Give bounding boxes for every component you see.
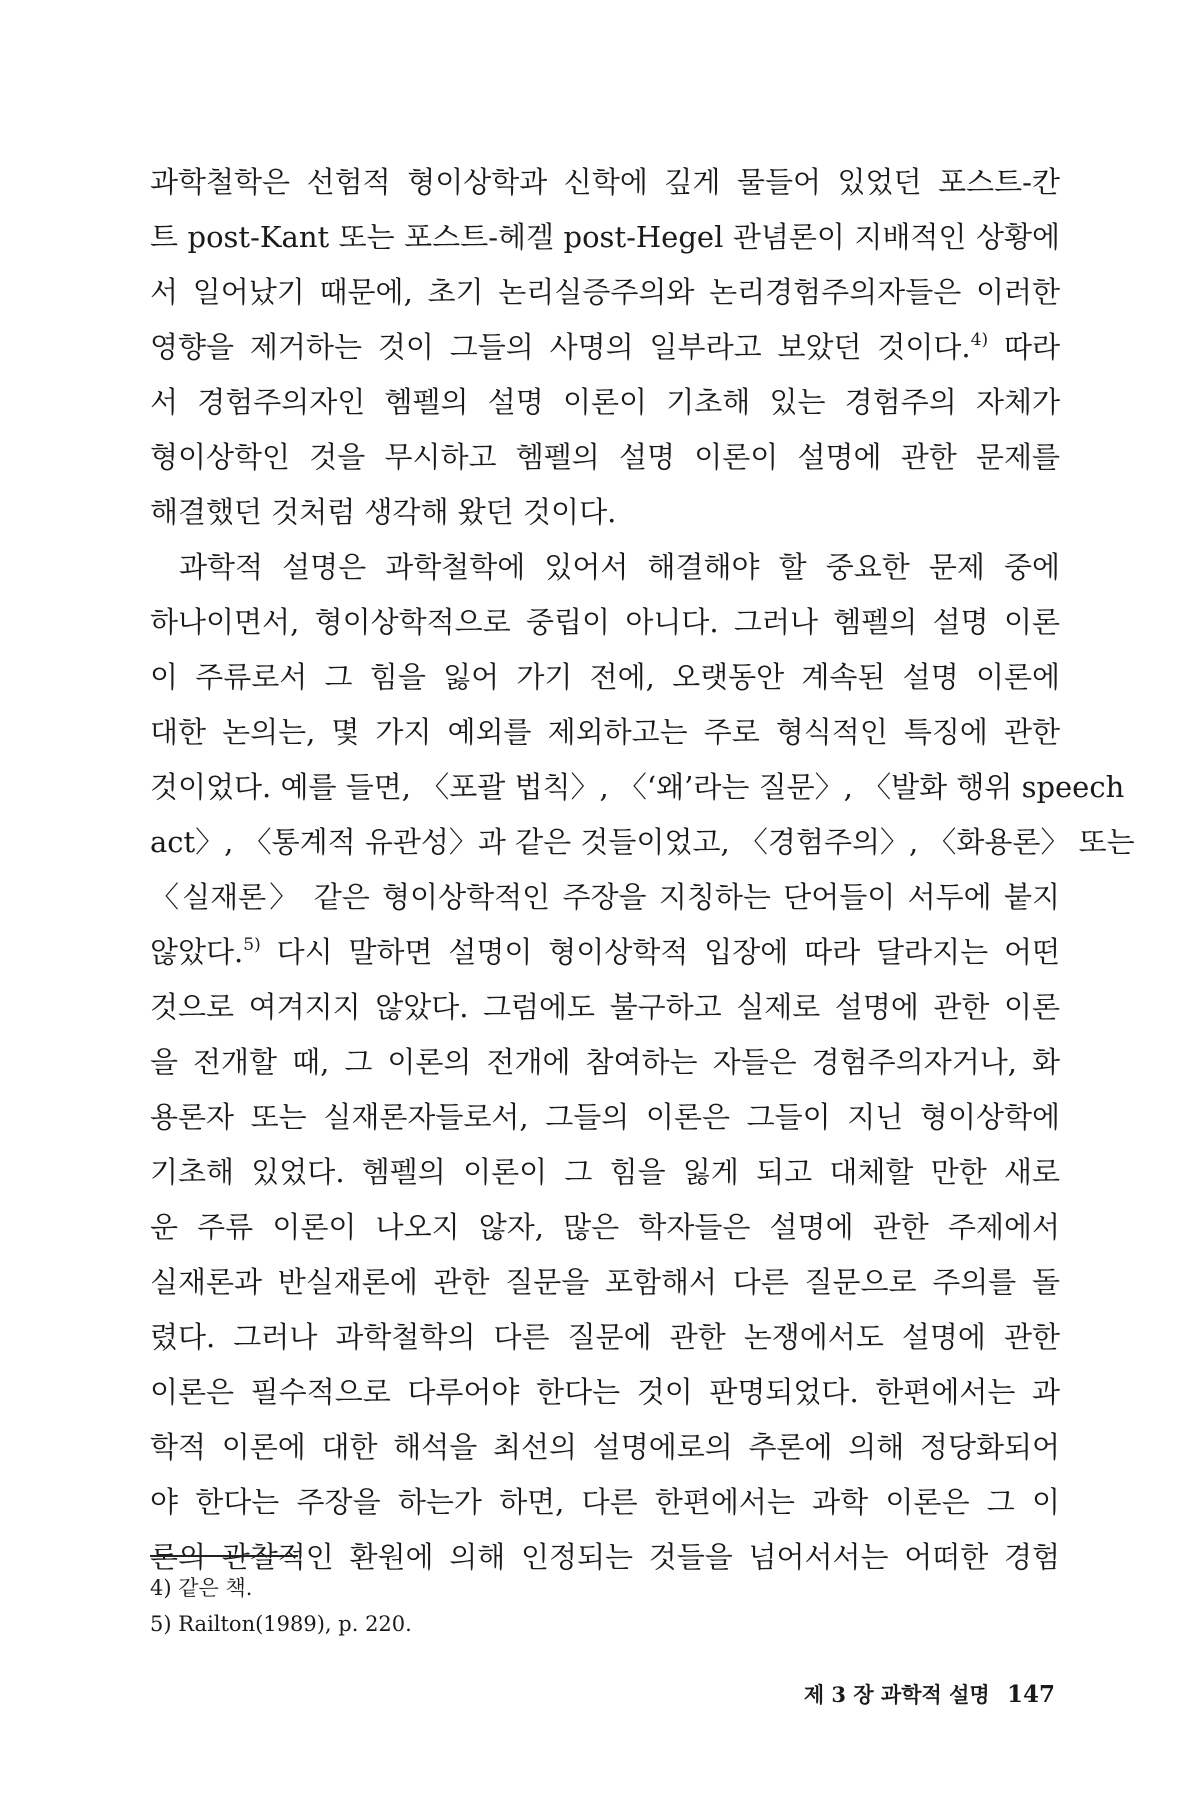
line-text: 렸다. 그러나 과학철학의 다른 질문에 관한 논쟁에서도 설명에 관한: [150, 1320, 1060, 1354]
line-text: 않았다.: [150, 935, 244, 969]
footnote-marker: 4): [150, 1576, 172, 1600]
text-line: [150, 760, 1125, 815]
footnote-item: [150, 1570, 1050, 1606]
running-footer: [804, 1680, 1055, 1710]
text-line: [150, 265, 1060, 320]
text-line: [150, 1035, 1060, 1090]
text-line: [150, 650, 1060, 705]
text-line: [150, 1420, 1060, 1475]
page-number: 147: [1006, 1681, 1055, 1708]
line-text: 영향을 제거하는 것이 그들의 사명의 일부라고 보았던 것이다.: [150, 330, 971, 364]
line-text: 을 전개할 때, 그 이론의 전개에 참여하는 자들은 경험주의자거나, 화: [150, 1045, 1060, 1079]
line-text: 이 주류로서 그 힘을 잃어 가기 전에, 오랫동안 계속된 설명 이론에: [150, 660, 1060, 694]
footnote-reference[interactable]: 4): [970, 330, 989, 350]
line-text: 과학철학은 선험적 형이상학과 신학에 깊게 물들어 있었던 포스트-칸: [150, 165, 1060, 199]
footnotes: [150, 1570, 1050, 1642]
text-line: [150, 155, 1060, 210]
line-text: 것이었다. 예를 들면, 〈포괄 법칙〉, 〈‘왜’라는 질문〉, 〈발화 행위 speech: [150, 770, 1125, 804]
line-text: 학적 이론에 대한 해석을 최선의 설명에로의 추론에 의해 정당화되어: [150, 1430, 1060, 1464]
line-text: 것으로 여겨지지 않았다. 그럼에도 불구하고 실제로 설명에 관한 이론: [150, 990, 1060, 1024]
paragraph: [150, 155, 1060, 540]
text-line: [150, 815, 1135, 870]
text-line: [150, 210, 1060, 265]
line-text: 과학적 설명은 과학철학에 있어서 해결해야 할 중요한 문제 중에: [179, 550, 1060, 584]
footnote-text: 같은 책.: [178, 1576, 253, 1600]
footnote-text: Railton(1989), p. 220.: [178, 1612, 412, 1636]
text-line: [150, 1090, 1060, 1145]
text-line: [150, 980, 1060, 1035]
text-line: [150, 870, 1060, 925]
text-line: [150, 375, 1060, 430]
line-text: 서 경험주의자인 헴펠의 설명 이론이 기초해 있는 경험주의 자체가: [150, 385, 1060, 419]
line-text: 트 post-Kant 또는 포스트-헤겔 post-Hegel 관념론이 지배적인 상황에: [150, 220, 1060, 254]
line-text: 〈실재론〉 같은 형이상학적인 주장을 지칭하는 단어들이 서두에 붙지: [150, 880, 1060, 914]
text-line: [150, 1145, 1060, 1200]
chapter-title: 제 3 장 과학적 설명: [803, 1682, 990, 1707]
line-text-continued: 다시 말하면 설명이 형이상학적 입장에 따라 달라지는 어떤: [260, 935, 1060, 969]
text-line: [150, 320, 1060, 375]
line-text-continued: 따라: [988, 330, 1060, 364]
body-text: [150, 155, 1135, 1585]
text-line: [150, 540, 1060, 595]
text-line: [150, 1200, 1060, 1255]
line-text: 운 주류 이론이 나오지 않자, 많은 학자들은 설명에 관한 주제에서: [150, 1210, 1060, 1244]
line-text: 이론은 필수적으로 다루어야 한다는 것이 판명되었다. 한편에서는 과: [150, 1375, 1060, 1409]
footnote-item: [150, 1606, 1050, 1642]
text-line: [150, 705, 1060, 760]
line-text: act〉, 〈통계적 유관성〉과 같은 것들이었고, 〈경험주의〉, 〈화용론〉 또는: [150, 825, 1135, 859]
text-line: [150, 1255, 1060, 1310]
line-text: 론의 관찰적인 환원에 의해 인정되는 것들을 넘어서서는 어떠한 경험: [150, 1540, 1060, 1574]
text-line: [150, 925, 1060, 980]
line-text: 대한 논의는, 몇 가지 예외를 제외하고는 주로 형식적인 특징에 관한: [150, 715, 1060, 749]
paragraph: [150, 540, 1135, 1585]
footnote-divider: [150, 1555, 298, 1557]
footnote-marker: 5): [150, 1612, 172, 1636]
text-line: [150, 1475, 1060, 1530]
line-text: 서 일어났기 때문에, 초기 논리실증주의와 논리경험주의자들은 이러한: [150, 275, 1060, 309]
line-text: 용론자 또는 실재론자들로서, 그들의 이론은 그들이 지닌 형이상학에: [150, 1100, 1060, 1134]
line-text: 형이상학인 것을 무시하고 헴펠의 설명 이론이 설명에 관한 문제를: [150, 440, 1060, 474]
line-text: 해결했던 것처럼 생각해 왔던 것이다.: [150, 495, 617, 529]
text-line: [150, 430, 1060, 485]
text-line: [150, 1310, 1060, 1365]
line-text: 하나이면서, 형이상학적으로 중립이 아니다. 그러나 헴펠의 설명 이론: [150, 605, 1060, 639]
text-line: [150, 1365, 1060, 1420]
text-line: [150, 595, 1060, 650]
footnote-reference[interactable]: 5): [243, 935, 261, 955]
text-line: [150, 485, 1060, 540]
line-text: 기초해 있었다. 헴펠의 이론이 그 힘을 잃게 되고 대체할 만한 새로: [150, 1155, 1060, 1189]
line-text: 실재론과 반실재론에 관한 질문을 포함해서 다른 질문으로 주의를 돌: [150, 1265, 1060, 1299]
line-text: 야 한다는 주장을 하는가 하면, 다른 한편에서는 과학 이론은 그 이: [150, 1485, 1060, 1519]
